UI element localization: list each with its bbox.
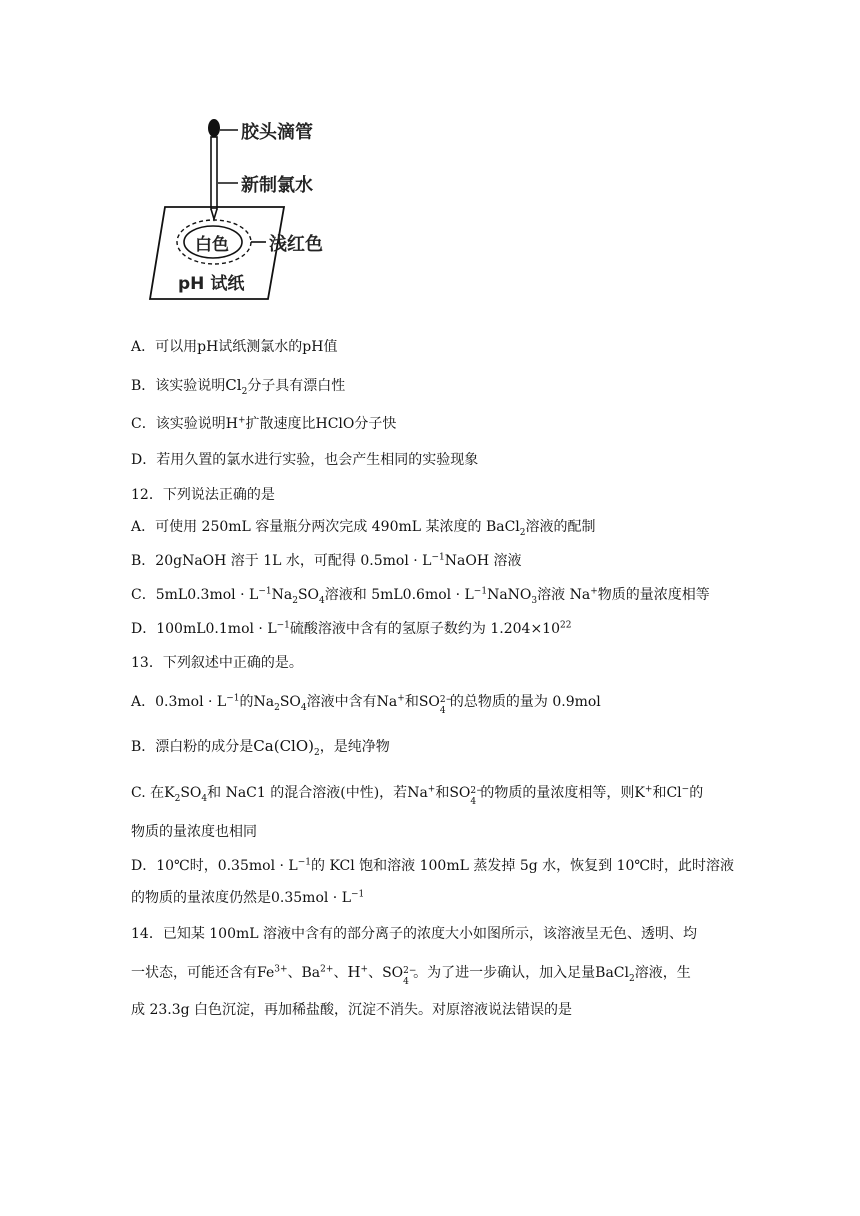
dropper-bulb xyxy=(208,119,220,137)
q13-option-b: B．漂白粉的成分是$Ca(ClO)_2$，是纯净物 xyxy=(131,737,390,758)
q12-option-a: A．可使用 250mL 容量瓶分两次完成 490mL 某浓度的 BaCl$_2$溶液的配制 xyxy=(131,519,596,538)
chlorine-water-label: 新制氯水 xyxy=(241,175,313,196)
q14-line3: 成 23.3g 白色沉淀，再加稀盐酸，沉淀不消失。对原溶液说法错误的是 xyxy=(131,1002,573,1018)
q14-line1: 14．已知某 100mL 溶液中含有的部分离子的浓度大小如图所示，该溶液呈无色、透明、均 xyxy=(131,926,698,942)
q14-line2: 一状态，可能还含有$Fe^{3+}$、$Ba^{2+}$、H+、SO 2− 4 。为了进一步确认，加入足量BaCl$_2$溶液，生 xyxy=(131,963,691,987)
white-label: 白色 xyxy=(195,235,229,255)
q13-option-a: A．$0.3mol \cdot L^{-1}$的$Na_2SO_4$溶液中含有Na+和SO 2− 4 的总物质的量为 0.9mol xyxy=(131,693,601,716)
q11-option-b: B．该实验说明$Cl_2$分子具有漂白性 xyxy=(131,376,346,397)
ph-paper-label: pH 试纸 xyxy=(178,274,245,294)
dropper-tube xyxy=(211,137,217,209)
q12-option-d: D．$100mL0.1mol \cdot L^{-1}$硫酸溶液中含有的氢原子数约为 $1.204\times 10^{22}$ xyxy=(131,620,572,637)
q12-option-c: C．$5mL0.3mol \cdot L^{-1}Na_2SO_4$溶液和 $5mL0.6mol \cdot L^{-1}NaNO_3$溶液 Na+物质的量浓度相等 xyxy=(131,586,710,606)
q11-option-a: A．可以用pH试纸测氯水的pH值 xyxy=(131,339,338,355)
q13-option-d-line2: 的物质的量浓度仍然是$0.35mol \cdot L^{-1}$ xyxy=(131,889,365,906)
ph-paper-figure xyxy=(145,115,365,305)
q12-stem: 12．下列说法正确的是 xyxy=(131,487,275,503)
q12-option-b: B．20gNaOH 溶于 1L 水，可配得 $0.5mol \cdot L^{-1}NaOH$ 溶液 xyxy=(131,552,522,569)
q13-option-c-line2: 物质的量浓度也相同 xyxy=(131,824,257,840)
dropper-tip xyxy=(211,209,217,219)
q13-option-d-line1: D．10℃时，$0.35mol \cdot L^{-1}$的 KCl 饱和溶液 100mL 蒸发掉 5g 水，恢复到 10℃时，此时溶液 xyxy=(131,857,735,874)
q11-option-d: D．若用久置的氯水进行实验，也会产生相同的实验现象 xyxy=(131,452,479,468)
light-red-label: 浅红色 xyxy=(269,234,323,255)
dropper-label: 胶头滴管 xyxy=(241,122,313,143)
q13-stem: 13．下列叙述中正确的是。 xyxy=(131,655,303,671)
q11-option-c: C．该实验说明H+扩散速度比HClO分子快 xyxy=(131,415,397,432)
q13-option-c-line1: C. 在$K_2SO_4$和 NaC1 的混合溶液(中性)，若Na+和SO 2− 4 的物质的量浓度相等，则K+和Cl−的 xyxy=(131,784,704,807)
